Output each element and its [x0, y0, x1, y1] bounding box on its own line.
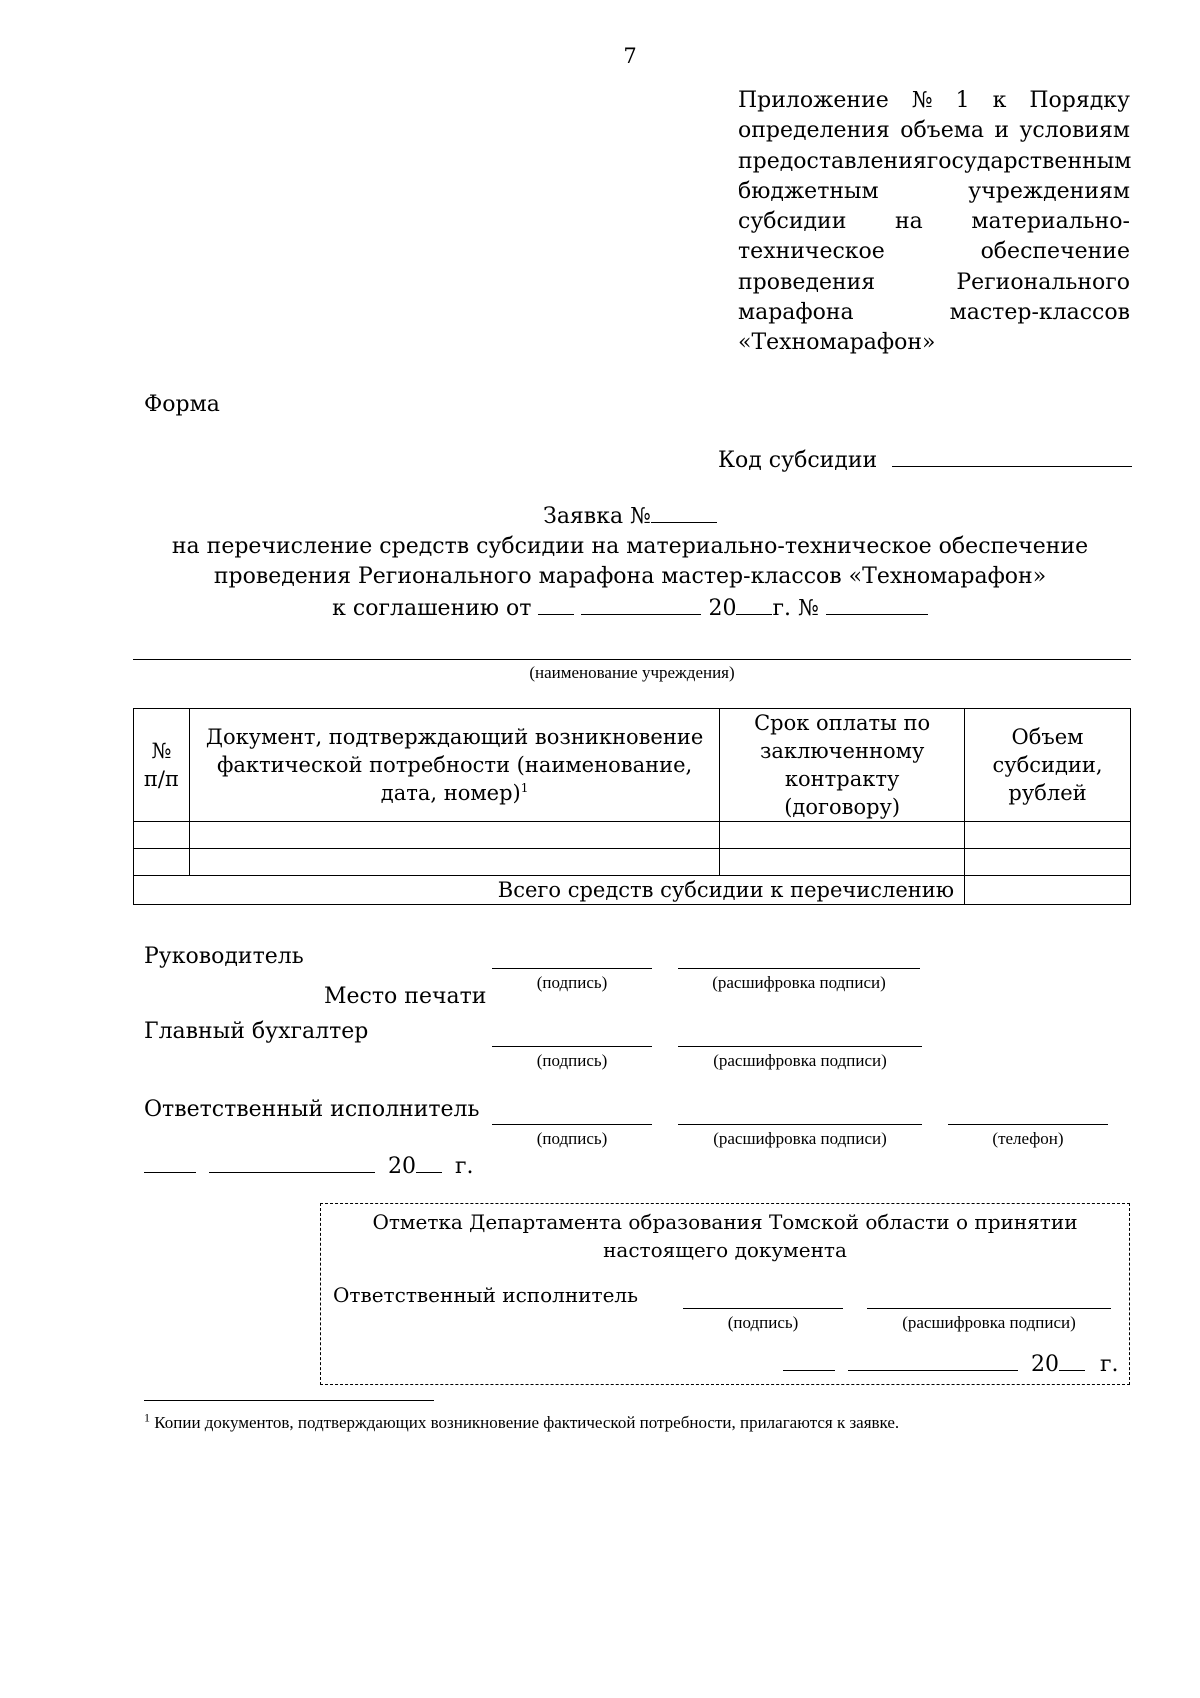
annex-word: государственным — [926, 148, 1132, 174]
header-payment-term: Срок оплаты по заключенному контракту (договору) — [720, 709, 965, 822]
agreement-label: к соглашению от — [332, 596, 532, 621]
department-signature-caption: (подпись) — [727, 1313, 799, 1332]
annex-line — [738, 116, 1130, 146]
annex-word: учреждениям — [968, 178, 1130, 204]
agreement-day-field[interactable] — [538, 592, 574, 615]
executor-decode-field[interactable] — [678, 1124, 922, 1125]
subsidy-code-line — [718, 444, 1132, 476]
head-decode-field[interactable] — [678, 968, 920, 969]
department-mark-box — [320, 1203, 1130, 1385]
annex-word: субсидии — [738, 209, 847, 235]
annex-word: марафона — [738, 300, 854, 326]
accountant-decode-caption: (расшифровка подписи) — [713, 1051, 887, 1070]
chief-accountant-label: Главный бухгалтер — [144, 1019, 369, 1044]
header-number: № п/п — [134, 709, 190, 822]
executor-phone-caption: (телефон) — [992, 1129, 1064, 1148]
organization-name-caption: (наименование учреждения) — [529, 663, 735, 682]
footnote-number: 1 — [144, 1410, 150, 1425]
annex-word: материально- — [971, 209, 1130, 235]
department-mark-title-1: Отметка Департамента образования Томской области о принятии — [372, 1210, 1078, 1234]
agreement-month-field[interactable] — [581, 592, 701, 615]
annex-reference — [738, 86, 1130, 359]
table-cell[interactable] — [189, 849, 719, 876]
footnote-mark: 1 — [520, 781, 529, 795]
annex-word: проведения — [738, 269, 876, 295]
annex-word: объема — [900, 118, 984, 144]
department-signature-field[interactable] — [683, 1308, 843, 1309]
annex-word: техническое — [738, 239, 885, 265]
agreement-year-field[interactable] — [736, 592, 772, 615]
agreement-number-label: г. № — [772, 596, 819, 621]
organization-name-field[interactable] — [133, 659, 1131, 660]
agreement-number-field[interactable] — [826, 592, 928, 615]
executor-phone-field[interactable] — [948, 1124, 1108, 1125]
department-date-line — [783, 1348, 1119, 1380]
date-year-prefix: 20 — [388, 1154, 416, 1179]
department-date-suffix: г. — [1100, 1352, 1119, 1377]
date-year-suffix: г. — [455, 1154, 474, 1179]
department-date-month-field[interactable] — [848, 1348, 1018, 1371]
footnote-divider — [144, 1400, 434, 1401]
table-row — [134, 822, 1131, 849]
header-subsidy-volume: Объем субсидии, рублей — [965, 709, 1131, 822]
annex-word: № — [911, 88, 933, 113]
total-value-cell[interactable] — [965, 876, 1131, 905]
table-row — [134, 849, 1131, 876]
title-line-4 — [130, 592, 1130, 624]
table-cell[interactable] — [965, 822, 1131, 849]
table-cell[interactable] — [134, 849, 190, 876]
annex-line — [738, 177, 1130, 207]
annex-line — [738, 328, 1130, 358]
annex-word: «Техномарафон» — [738, 330, 936, 356]
department-date-year-prefix: 20 — [1031, 1352, 1059, 1377]
annex-word: бюджетным — [738, 178, 879, 204]
accountant-decode-field[interactable] — [678, 1046, 922, 1047]
title-line-2: на перечисление средств субсидии на материально-техническое обеспечение — [171, 534, 1089, 559]
date-day-field[interactable] — [144, 1150, 196, 1173]
annex-word: 1 — [955, 88, 970, 113]
head-decode-caption: (расшифровка подписи) — [712, 973, 886, 992]
annex-word: Приложение — [738, 88, 889, 113]
subsidy-code-label: Код субсидии — [718, 448, 878, 473]
annex-word: условиям — [1019, 118, 1130, 144]
annex-word: обеспечение — [980, 239, 1130, 265]
accountant-signature-field[interactable] — [492, 1046, 652, 1047]
application-number-field[interactable] — [651, 500, 717, 523]
annex-word: Порядку — [1029, 88, 1130, 113]
annex-word: на — [895, 209, 923, 235]
table-cell[interactable] — [965, 849, 1131, 876]
title-line-1: Заявка № — [543, 504, 651, 529]
executor-label: Ответственный исполнитель — [144, 1097, 480, 1122]
table-cell[interactable] — [720, 822, 965, 849]
form-label: Форма — [144, 392, 220, 417]
department-date-day-field[interactable] — [783, 1348, 835, 1371]
subsidy-code-field[interactable] — [892, 444, 1132, 467]
department-executor-label: Ответственный исполнитель — [333, 1283, 639, 1307]
footnote — [144, 1412, 899, 1434]
accountant-signature-caption: (подпись) — [536, 1051, 608, 1070]
annex-line — [738, 207, 1130, 237]
executor-signature-field[interactable] — [492, 1124, 652, 1125]
department-date-year-field[interactable] — [1059, 1348, 1085, 1371]
annex-word: к — [992, 88, 1007, 113]
table-header-row — [134, 709, 1131, 822]
table-cell[interactable] — [189, 822, 719, 849]
header-document: Документ, подтверждающий возникновение фактической потребности (наименование, дата, номер)$^1$ — [189, 709, 719, 822]
annex-word: Регионального — [956, 269, 1130, 295]
head-signature-caption: (подпись) — [536, 973, 608, 992]
table-cell[interactable] — [720, 849, 965, 876]
annex-line — [738, 298, 1130, 328]
annex-word: и — [994, 118, 1010, 144]
seal-place-label: Место печати — [324, 984, 487, 1009]
head-label: Руководитель — [144, 944, 304, 969]
annex-word: определения — [738, 118, 890, 144]
department-decode-caption: (расшифровка подписи) — [902, 1313, 1076, 1332]
table-cell[interactable] — [134, 822, 190, 849]
annex-line — [738, 268, 1130, 298]
annex-line — [738, 86, 1130, 116]
total-label: Всего средств субсидии к перечислению — [134, 876, 965, 905]
annex-line — [738, 147, 1130, 177]
title-line-3: проведения Регионального марафона мастер-классов «Техномарафон» — [213, 564, 1047, 589]
application-date-line — [144, 1150, 474, 1182]
department-mark-title-2: настоящего документа — [603, 1238, 847, 1262]
request-table — [133, 708, 1131, 905]
date-month-field[interactable] — [209, 1150, 375, 1173]
agreement-year-prefix: 20 — [708, 596, 737, 621]
executor-signature-caption: (подпись) — [536, 1129, 608, 1148]
annex-word: мастер-классов — [949, 300, 1130, 326]
footnote-text: Копии документов, подтверждающих возникновение фактической потребности, прилагаются к заявке. — [154, 1413, 900, 1432]
department-decode-field[interactable] — [867, 1308, 1111, 1309]
date-year-field[interactable] — [416, 1150, 442, 1173]
application-title — [130, 500, 1130, 624]
table-total-row — [134, 876, 1131, 905]
page-number: 7 — [623, 44, 637, 68]
annex-word: предоставления — [738, 148, 927, 174]
annex-line — [738, 237, 1130, 267]
executor-decode-caption: (расшифровка подписи) — [713, 1129, 887, 1148]
head-signature-field[interactable] — [492, 968, 652, 969]
